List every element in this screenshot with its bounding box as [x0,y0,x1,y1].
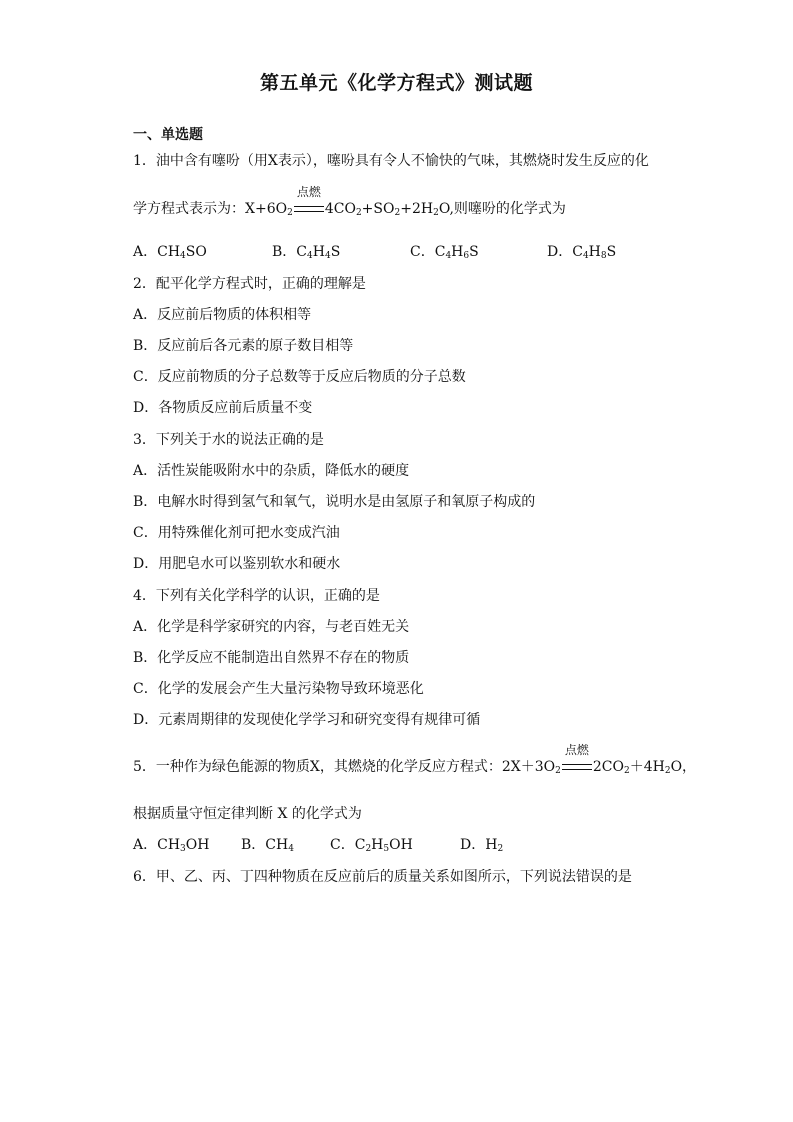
q3-option-b: B．电解水时得到氢气和氧气，说明水是由氢原子和氧原子构成的 [133,494,536,510]
q5-stem-line2: 根据质量守恒定律判断 X 的化学式为 [133,806,362,822]
q4-option-b: B．化学反应不能制造出自然界不存在的物质 [133,650,410,666]
q5-option-c: C．$C_2H_5OH$ [330,837,413,854]
section-heading: 一、单选题 [133,127,203,143]
q5-option-d: D．$H_2$ [460,837,504,854]
q3-option-a: A．活性炭能吸附水中的杂质，降低水的硬度 [133,463,410,479]
q4-option-c: C．化学的发展会产生大量污染物导致环境恶化 [133,681,424,697]
q5-option-b: B．$CH_4$ [241,837,294,854]
q2-option-c: C．反应前物质的分子总数等于反应后物质的分子总数 [133,369,466,385]
q1-options [133,243,693,261]
reaction-condition: 点燃 [296,185,321,199]
q2-option-a: A．反应前后物质的体积相等 [133,307,312,323]
q6-stem: 6．甲、乙、丙、丁四种物质在反应前后的质量关系如图所示，下列说法错误的是 [133,869,632,885]
q1-option-a: A．$CH_4SO$ [133,244,207,261]
q3-option-d: D．用肥皂水可以鉴别软水和硬水 [133,556,341,572]
q3-option-c: C．用特殊催化剂可把水变成汽油 [133,525,340,541]
q3-stem: 3．下列关于水的说法正确的是 [133,432,324,448]
q2-option-d: D．各物质反应前后质量不变 [133,400,313,416]
q4-option-a: A．化学是科学家研究的内容，与老百姓无关 [133,619,410,635]
q1-stem-line1: 1．油中含有噻吩（用X表示），噻吩具有令人不愉快的气味，其燃烧时发生反应的化 [133,153,649,169]
q4-option-d: D．元素周期律的发现使化学学习和研究变得有规律可循 [133,712,481,728]
page-title: 第五单元《化学方程式》测试题 [259,72,533,94]
reaction-condition: 点燃 [564,743,589,757]
q4-stem: 4．下列有关化学科学的认识，正确的是 [133,588,380,604]
q5-options [133,836,693,854]
q1-option-c: C．$C_4H_6S$ [410,244,479,261]
reaction-arrow [293,185,325,218]
q2-option-b: B．反应前后各元素的原子数目相等 [133,338,354,354]
q1-equation-line: 学方程式表示为：$X+6O_2$ 点燃 $4CO_2+SO_2+2H_2O$,则噻吩的化学式为 [133,185,566,218]
q5-equation-line: 5．一种作为绿色能源的物质X，其燃烧的化学反应方程式：$2X+3O_2$ 点燃 $2CO_2+4H_2O$， [133,743,697,776]
q1-option-d: D．$C_4H_8S$ [547,244,617,261]
reaction-arrow [561,743,593,776]
q1-option-b: B．$C_4H_4S$ [272,244,341,261]
q2-stem: 2．配平化学方程式时，正确的理解是 [133,276,366,292]
q5-option-a: A．$CH_3OH$ [133,837,210,854]
